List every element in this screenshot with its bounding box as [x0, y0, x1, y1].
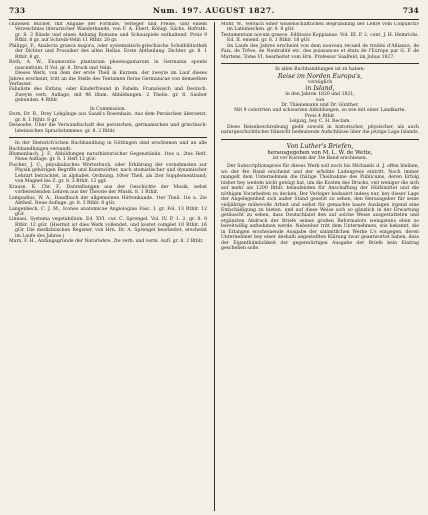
left-col-paragraph: Linnaei, Systema vegetabilium. Ed. XVI. cur. C. Sprengel. Vol. IV. P. 1. 2. gr. 8. 8 Rthlr. 12 gGr. (Hiermit ist dies Werk vollendet, und kostet complet 10 Rthlr. 16 gGr. Die medizinischen Register, von Hrn. Dr. A. Sprengel bearbeitet, erscheint im Laufe des Jahres.) [9, 217, 207, 239]
right-col-paragraph: Im Laufe des Jahres erscheint von dem nouveau recueil de traités d'Alliance, de Paix, de Trêve, de Neutralité etc. des puissances et états de l'Europe par G. F. de Martens, Tome VI, bearbeitet vom Hrn. Professor Saalfeld, im Julius 1827. [221, 43, 419, 60]
right-col-paragraph: Testamentum novum graece. Editionis Koppianae. Vol. III. P. 2. cont. J. H. Heinrichs. Ed. II. emend. gr. 8. 1 Rthlr. 18 gGr. [221, 32, 419, 44]
column-divider [214, 22, 215, 511]
right-col-paragraph: herausgegeben von M. L. W. de Wette, [267, 149, 373, 156]
right-col-paragraph: Leipzig, bey C. H. Reclam. [289, 119, 351, 125]
left-col-paragraph: Krause, K. Chr. F., Darstellungen aus der Geschichte der Musik, nebst vorbereitenden Lehren aus der Theorie der Musik. 8. 1 Rthlr. [9, 184, 207, 196]
left-col-paragraph: In Commission. [89, 106, 127, 112]
section-rule [9, 137, 207, 138]
right-col-paragraph: Reise im Norden Europa's, [277, 72, 363, 80]
right-col-paragraph: in den Jahren 1820 und 1821, [285, 92, 355, 98]
right-col-paragraph: Diese Reisebeschreibung giebt sowohl in historischer, physischer, als auch naturgeschichtlicher Hinsicht bedeutende Aufschlüsse über die jetzige Lage Islands. [221, 124, 419, 136]
left-col-paragraph: Philippi, F., Analecta graeca majora, oder systematisch-griechische Schulbibliothek der Dichter und Prosaiker des alten Hellas. Erste Abtheilung. Dichter. gr. 8. 1 Rthlr. 8 gr. [9, 43, 207, 60]
left-col-paragraph: Fabuliste des Enfans, oder Kinderfreund in Fabeln. Französisch und Deutsch. Zweyte verb. Auflage, mit 96 illum. Abbildungen. 2 Theile. gr. 8. Sauber gebunden. 4 Rthlr. [9, 87, 207, 104]
right-col-paragraph: von [315, 97, 325, 103]
text-columns [9, 22, 419, 511]
left-column [9, 22, 207, 511]
right-col-paragraph: vorzüglich [307, 79, 333, 85]
section-rule [221, 139, 419, 140]
left-col-paragraph: Lampadius, W. A., Handbuch der allgemeinen Hüttenkunde. 1ter Theil. 1te u. 2te Abtheil. Neue Auflage. gr. 8. 3 Rthlr. 8 gGr. [9, 195, 207, 207]
right-col-paragraph: Von Luther's Briefen, [286, 142, 354, 150]
page-header [9, 6, 419, 18]
left-col-paragraph: chinesen Bücher, mit Angabe der Formate, Verleger und Preise, und einem Verzeichniss literarischer Wanderkunde, von F. A. Ebert, Königl. Sächs. Hofrath. gr. 8. 3 Bände und einen Anhang Romane und Schauspiele enthaltend. Preis 9 Rthlr. 8 gr. auf Schreib-Velin 11 Rthlr. 20 gr. [9, 22, 207, 44]
left-col-paragraph: Roth, A. W., Enumeratio plantarum phoenogamarum in Germania sponte nascentium. II Vol. gr. 8. Druck und Velin. [9, 60, 207, 71]
right-col-paragraph: In allen Buchhandlungen ist zu haben: [275, 67, 365, 73]
header-rule [9, 19, 419, 20]
right-page-number: 734 [402, 6, 419, 15]
right-col-paragraph: in Island, [305, 85, 335, 93]
left-page-number: 733 [9, 6, 26, 15]
left-col-paragraph: Blumenbach, J. F., Abbildungen naturhistorischer Gegenstände. 1tes u. 2tes Heft. Neue Auflage. gr. 8. 1 Heft 12 gGr. [9, 151, 207, 163]
left-col-paragraph: Dieses Werk, von dem der erste Theil in Kurzem, der zweyte im Lauf dieses Jahres erscheint, tritt an die Stelle des Tentamen florae Germanicae von demselben Verfasser. [9, 71, 207, 87]
issue-date-heading: Num. 197. AUGUST 1827. [153, 6, 275, 15]
right-col-paragraph: Mit 9 colorirten und schwarzen Abbildungen, so wie mit einer Landkarte. [234, 108, 406, 114]
right-col-paragraph: ist vor Kurzem der 3te Band erschienen. [272, 155, 368, 161]
right-col-paragraph: Mohr, W., Versuch einer wissenschaftlichen Begründung der Lehre vom Conjunctiv im Lateinischen. gr. 8. 8 gGr. [221, 22, 419, 33]
left-col-paragraph: In der Dieterich'schen Buchhandlung in Göttingen sind erschienen und an alle Buchhandlungen versandt: [9, 141, 207, 152]
left-col-paragraph: Fischer, J. C., physikalisches Wörterbuch, oder Erklärung der vornehmsten zur Physik gehörigen Begriffe und Kunstwörter, nach stomistischer und dynamischer Lehrart betrachtet, in alphabet. Ordnung. 10ter Theil, als 2ter Supplementband; von Magnet bis Z. gr. 8. 3 Rthlr. 12 ggr. [9, 162, 207, 185]
left-col-paragraph: Langenbeck, C. J. M., Icones anatomicae Angiologiae Fasc. I. gr. Fol. 13 Rthlr. 12 gGr. [9, 206, 207, 217]
left-col-paragraph: Dorn, Dr. B., Drey Lobgänge aus Saadi's Rosenhain. Aus dem Persischen übersetzt. gr. 8. 1 Rthlr. 8 gr. [9, 112, 207, 123]
left-col-paragraph: Dessoebe, Über die Verwandtschaft des persischen, germanischen und griechisch-lateinischen Sprachstammes. gr. 8. 2 Rthlr. [9, 123, 207, 134]
section-rule [221, 63, 419, 64]
right-column [221, 22, 419, 511]
right-col-paragraph: Preis 4 Rthlr. [304, 113, 336, 119]
right-col-paragraph: Dr. Thienemann und Dr. Günther. [281, 102, 359, 108]
left-col-paragraph: Marx, F. H., Anfangsgründe der Naturlehre. 2te verb. und verm. Aufl. gr. 8. 2 Rthlr. [9, 239, 204, 245]
right-col-paragraph: Der Subscriptionspreis für dieses Werk soll noch bis Michaelis d. J. offen bleiben, wo der 4te Band erscheint und der erhöhte Ladenpreis eintritt. Noch immer mangelt dem Unternehmen die thätige Theilnahme des Publicums, deren Erfolg bisher bey weitem nicht genügt hat, um die Kosten des Drucks, viel weniger die sich auf mehr als 1200 Rthlr. belaufenden für Anschaffung der Hülfsmittel und die nöthigen Vorarbeiten zu decken. Der Verleger bedauert indess nur, bey dieser Lage der Angelegenheit sich außer Stand gesetzt zu sehen, den Herausgeber für seine vieljährige mühevolle Arbeit und selbst für gemachte baare Auslagen irgend eine Entschädigung zu bieten, und auf diese Weise sich so gänzlich in der Erwartung getäuscht zu sehen, dass Deutschland den auf solche Weise ausgestatteten und ergänzten Abdruck der Briefe seines großen Reformators wenigstens eben so bereitwillig aufnehmen werde. Nebenher tritt dem Unternehmen, wie bekannt, die in Erlangen erscheinende Ausgabe der sämmtlichen Werke L's entgegen, deren Unternehmer bey einer deshalb angestellten Klärung zwar geantwortet haben, dass der Eigenthümlichkeit der gegenwärtigen Ausgabe der Briefe kein Eintrag geschehen solle. [221, 164, 419, 252]
